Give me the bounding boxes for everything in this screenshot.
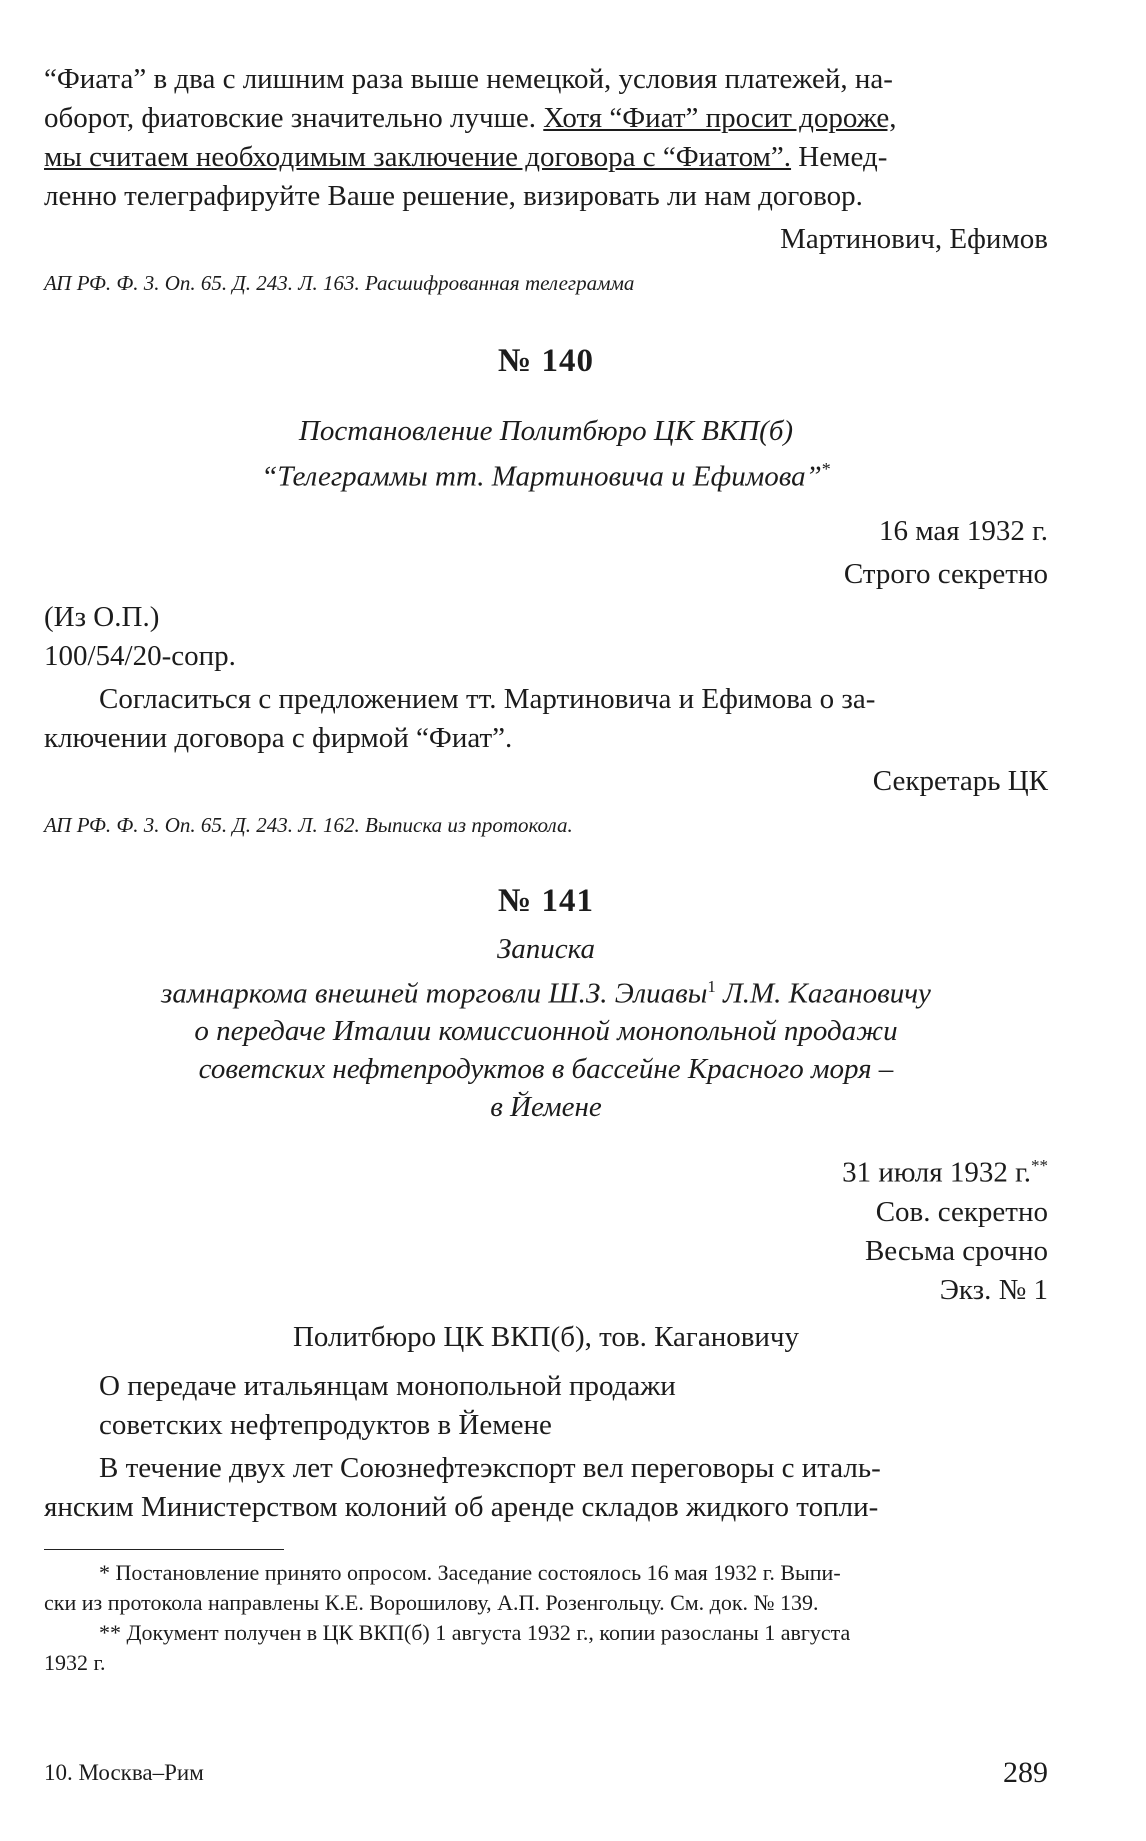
doc141-copy-number: Экз. № 1 bbox=[939, 1273, 1048, 1306]
footnote-line: 1932 г. bbox=[44, 1649, 106, 1675]
doc139-signature: Мартинович, Ефимов bbox=[780, 223, 1048, 255]
underlined-text: мы считаем необходимым заключение договора с “Фиатом”. bbox=[44, 141, 792, 173]
title-line: о передаче Италии комиссионной монопольной продажи bbox=[194, 1015, 898, 1048]
footnote-line bbox=[44, 1558, 1048, 1588]
page-number: 289 bbox=[1003, 1756, 1048, 1789]
footnote-line bbox=[44, 1618, 1048, 1648]
doc141-addressee: Политбюро ЦК ВКП(б), тов. Кагановичу bbox=[292, 1320, 800, 1353]
title-line: Постановление Политбюро ЦК ВКП(б) bbox=[298, 415, 794, 447]
footnote-divider bbox=[44, 1549, 284, 1550]
doc140-archive-source: АП РФ. Ф. 3. Оп. 65. Д. 243. Л. 162. Выписка из протокола. bbox=[44, 812, 573, 837]
text-line: янским Министерством колоний об аренде складов жидкого топли- bbox=[44, 1490, 879, 1523]
footnote-marker: * bbox=[99, 1559, 110, 1585]
underlined-text: Хотя “Фиат” просит дороже, bbox=[543, 102, 897, 134]
title-text: замнаркома внешней торговли Ш.З. Элиавы bbox=[161, 977, 708, 1010]
text-line: В течение двух лет Союзнефтеэкспорт вел переговоры с италь- bbox=[99, 1451, 881, 1484]
title-text: “Телеграммы тт. Мартиновича и Ефимова” bbox=[261, 460, 822, 493]
doc140-signature: Секретарь ЦК bbox=[872, 764, 1048, 797]
title-line bbox=[44, 968, 1048, 1013]
footnotes bbox=[44, 1558, 1048, 1678]
text-span: оборот, фиатовские значительно лучше. bbox=[44, 102, 544, 134]
title-text: Л.М. Кагановичу bbox=[715, 977, 931, 1010]
page-content bbox=[44, 60, 1048, 1678]
doc141-subject bbox=[44, 1367, 1048, 1445]
title-line: Записка bbox=[496, 932, 596, 965]
title-line: в Йемене bbox=[490, 1091, 602, 1124]
doc140-title bbox=[44, 412, 1048, 496]
doc141-title bbox=[44, 930, 1048, 1127]
title-line: советских нефтепродуктов в бассейне Красного моря – bbox=[198, 1053, 894, 1086]
subject-line: О передаче итальянцам монопольной продажи bbox=[99, 1369, 676, 1402]
page-footer bbox=[44, 1756, 1048, 1792]
doc141-date bbox=[44, 1146, 1048, 1193]
doc140-from: (Из О.П.) bbox=[44, 600, 160, 633]
text-line: ленно телеграфируйте Ваше решение, визировать ли нам договор. bbox=[44, 180, 863, 212]
title-line bbox=[44, 450, 1048, 496]
text-line bbox=[44, 138, 1048, 177]
footnote-text: Постановление принято опросом. Заседание состоялось 16 мая 1932 г. Выпи- bbox=[110, 1559, 841, 1585]
text-line: ключении договора с фирмой “Фиат”. bbox=[44, 721, 513, 754]
section-label: 10. Москва–Рим bbox=[44, 1760, 204, 1785]
footnote-marker: ** bbox=[99, 1619, 121, 1645]
footnote-marker: 1 bbox=[707, 976, 716, 996]
text-span: Немед- bbox=[791, 141, 888, 173]
doc140-text bbox=[44, 680, 1048, 758]
text-line: Согласиться с предложением тт. Мартиновича и Ефимова о за- bbox=[99, 682, 876, 715]
date-text: 31 июля 1932 г. bbox=[842, 1156, 1031, 1189]
footnote-line: ски из протокола направлены К.Е. Ворошилову, А.П. Розенгольцу. См. док. № 139. bbox=[44, 1589, 819, 1615]
footnote-text: Документ получен в ЦК ВКП(б) 1 августа 1932 г., копии разосланы 1 августа bbox=[121, 1619, 851, 1645]
doc141-number: № 141 bbox=[498, 882, 594, 919]
doc140-protocol-number: 100/54/20-сопр. bbox=[44, 639, 236, 672]
doc140-date: 16 мая 1932 г. bbox=[879, 514, 1048, 547]
doc139-archive-source: АП РФ. Ф. 3. Оп. 65. Д. 243. Л. 163. Расшифрованная телеграмма bbox=[44, 271, 635, 295]
subject-line: советских нефтепродуктов в Йемене bbox=[99, 1408, 552, 1441]
text-line bbox=[44, 99, 1048, 138]
doc139-paragraph bbox=[44, 60, 1048, 216]
footnote-marker: ** bbox=[1031, 1156, 1048, 1176]
doc141-urgency: Весьма срочно bbox=[864, 1234, 1048, 1267]
doc141-body bbox=[44, 1449, 1048, 1527]
text-line: “Фиата” в два с лишним раза выше немецкой, условия платежей, на- bbox=[44, 63, 893, 95]
doc141-secrecy-stamp: Сов. секретно bbox=[875, 1195, 1048, 1228]
doc140-number: № 140 bbox=[498, 343, 594, 379]
doc140-secrecy-stamp: Строго секретно bbox=[843, 557, 1048, 590]
footnote-marker: * bbox=[821, 459, 831, 479]
